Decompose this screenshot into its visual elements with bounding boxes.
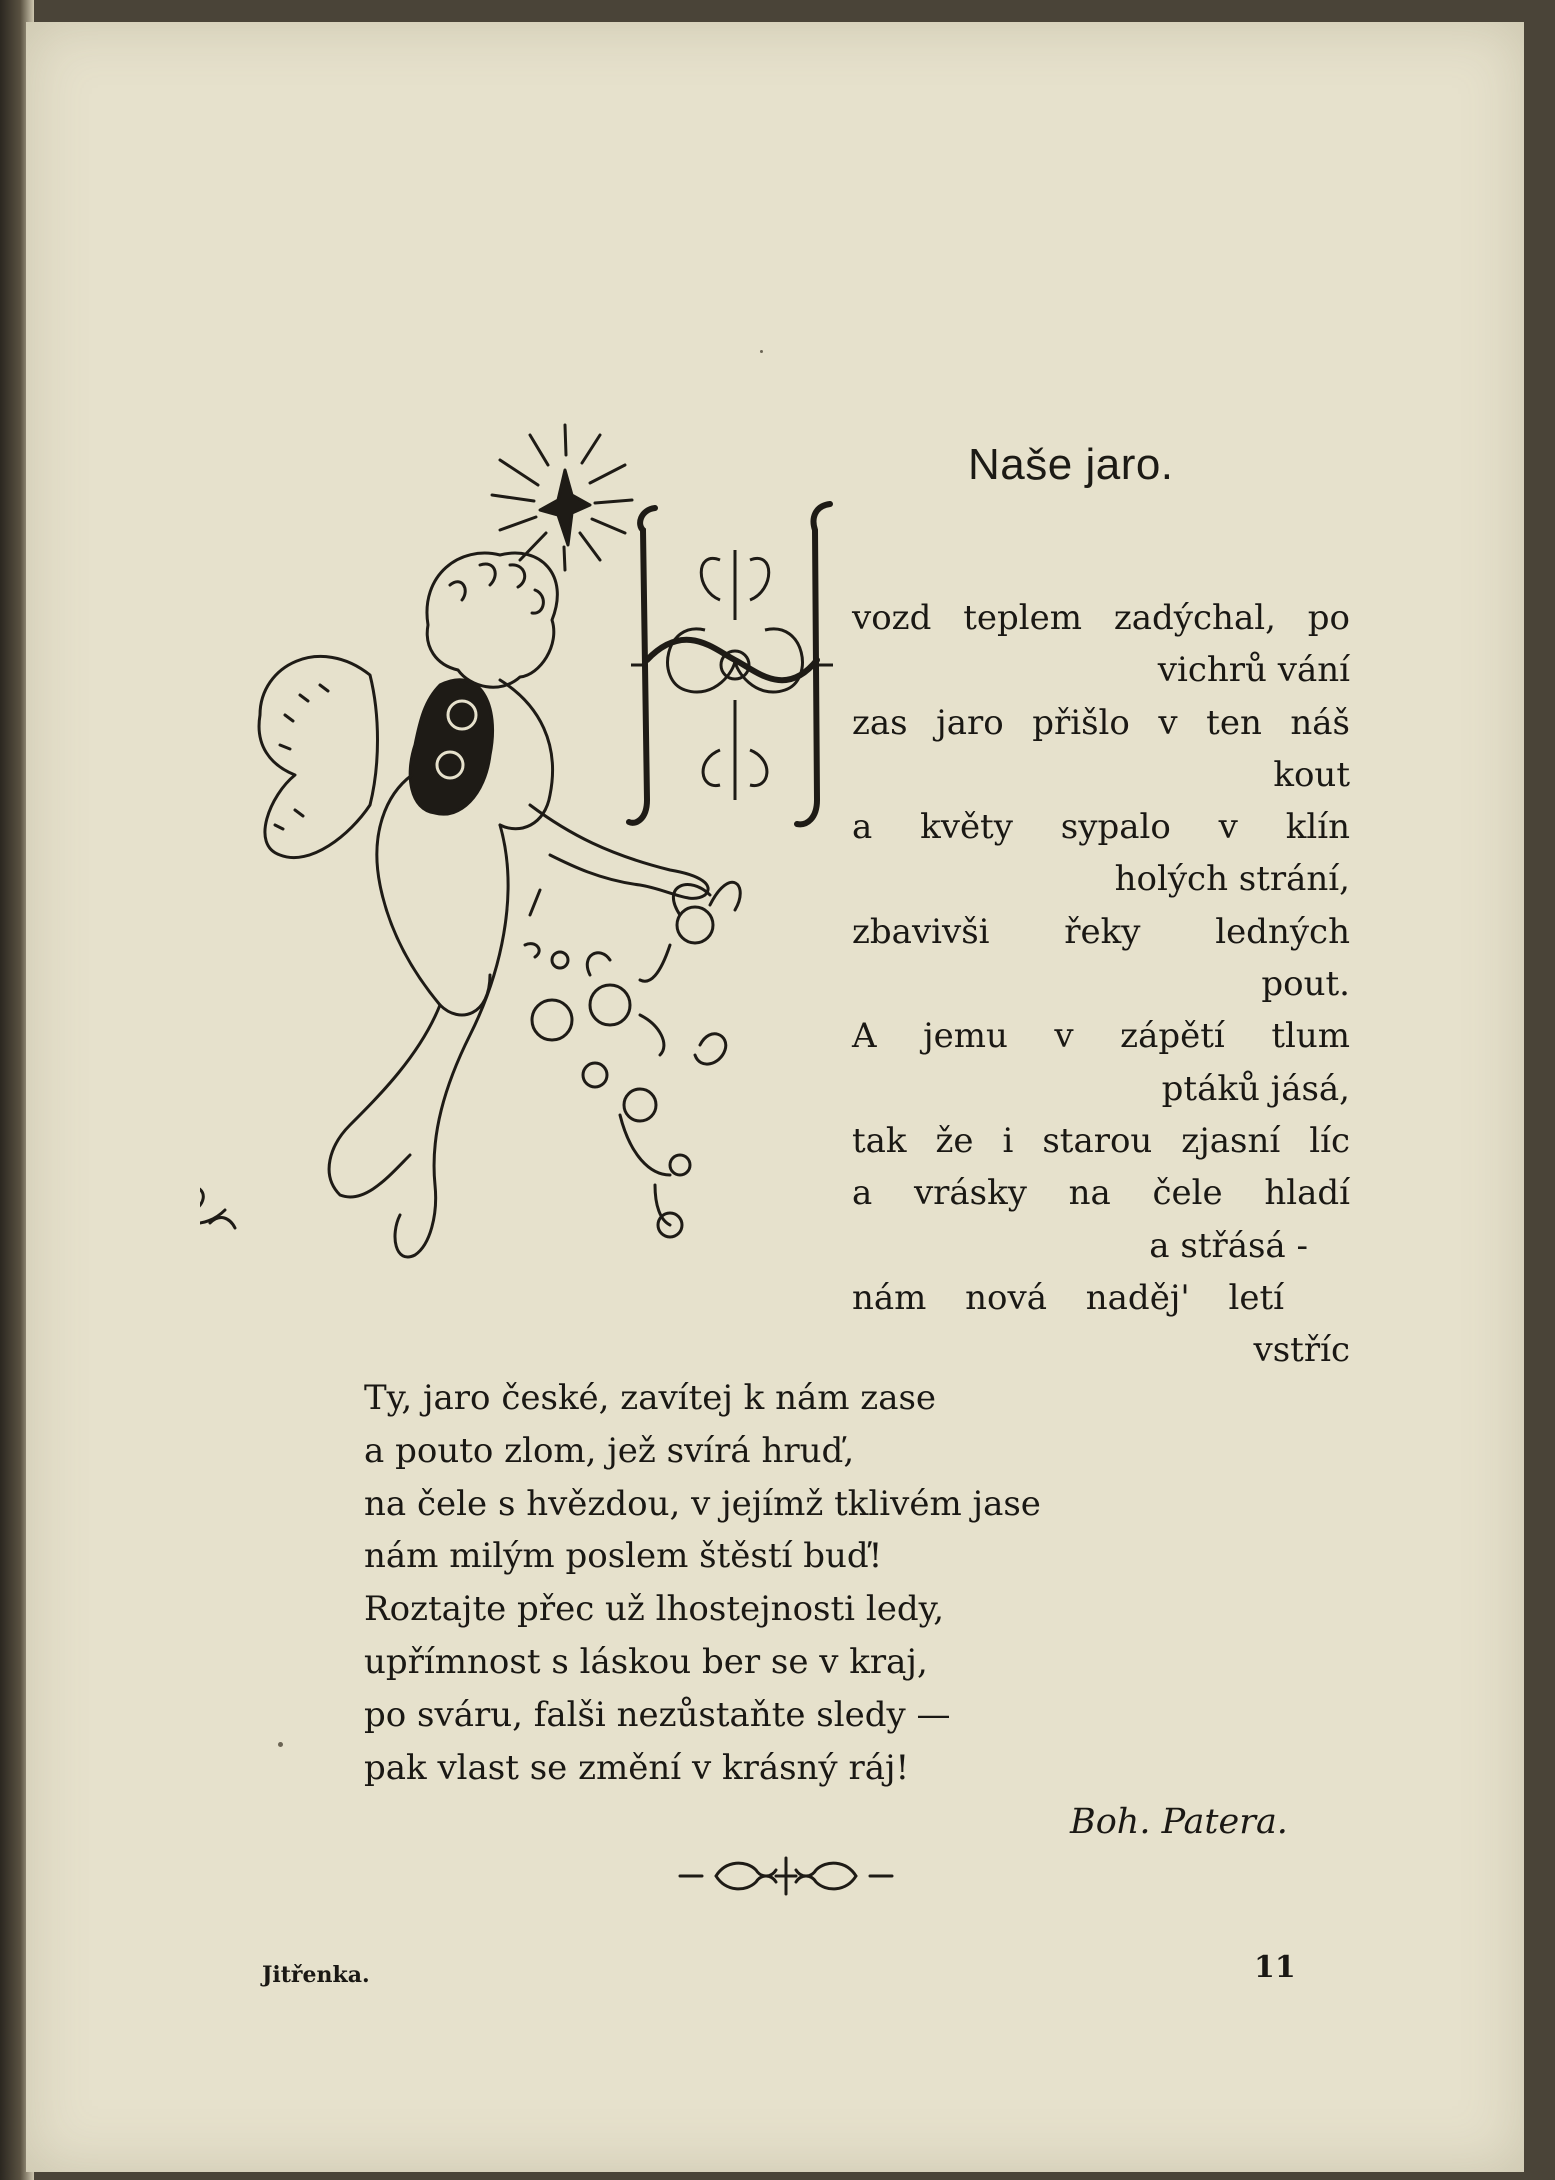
verse-line: nám nová naděj' letí: [852, 1277, 1284, 1318]
publication-name: Jitřenka.: [262, 1962, 370, 1988]
verse-line: upřímnost s láskou ber se v kraj,: [364, 1641, 928, 1682]
ornament-divider-icon: [676, 1850, 896, 1900]
author-signature: Boh. Patera.: [1070, 1802, 1288, 1842]
flower-garland: [525, 882, 740, 1237]
poem-title: Naše jaro.: [968, 440, 1174, 489]
verse-line: vichrů vání: [1157, 650, 1350, 691]
verse-line: pout.: [1261, 964, 1350, 1005]
verse-line: a střásá -: [1149, 1225, 1308, 1266]
verse-line: zas jaro přišlo v ten náš: [852, 702, 1350, 743]
paper-speck: [760, 350, 763, 353]
verse-line: ptáků jásá,: [1161, 1068, 1350, 1109]
verse-line: Ty, jaro české, zavítej k nám zase: [364, 1378, 937, 1418]
verse-line: a pouto zlom, jež svírá hruď,: [364, 1430, 855, 1471]
verse-line: po sváru, falši nezůstaňte sledy —: [364, 1694, 951, 1735]
verse-line: vstříc: [1253, 1330, 1350, 1371]
page-number: 11: [1254, 1950, 1296, 1985]
verse-line: nám milým poslem štěstí buď!: [364, 1536, 883, 1577]
verse-line: zbavivši řeky ledných: [852, 911, 1350, 952]
verse-line: A jemu v zápětí tlum: [852, 1016, 1350, 1057]
verse-line: pak vlast se změní v krásný ráj!: [364, 1747, 910, 1788]
verse-line: tak že i starou zjasní líc: [852, 1120, 1350, 1161]
verse-line: Roztajte přec už lhostejnosti ledy,: [364, 1589, 945, 1630]
paper-speck: [278, 1742, 283, 1747]
verse-line: a vrásky na čele hladí: [852, 1173, 1350, 1214]
poem-stanza-1: [852, 592, 1350, 1376]
verse-line: na čele s hvězdou, v jejímž tklivém jase: [364, 1483, 1041, 1524]
star-icon: [492, 425, 632, 570]
poem-stanza-2: [364, 1372, 1244, 1794]
verse-line: a květy sypalo v klín: [852, 807, 1350, 848]
verse-line: holých strání,: [1114, 859, 1350, 900]
verse-line: kout: [1273, 754, 1350, 795]
verse-line: vozd teplem zadýchal, po: [852, 598, 1350, 638]
decorative-initial-h: [625, 500, 850, 835]
